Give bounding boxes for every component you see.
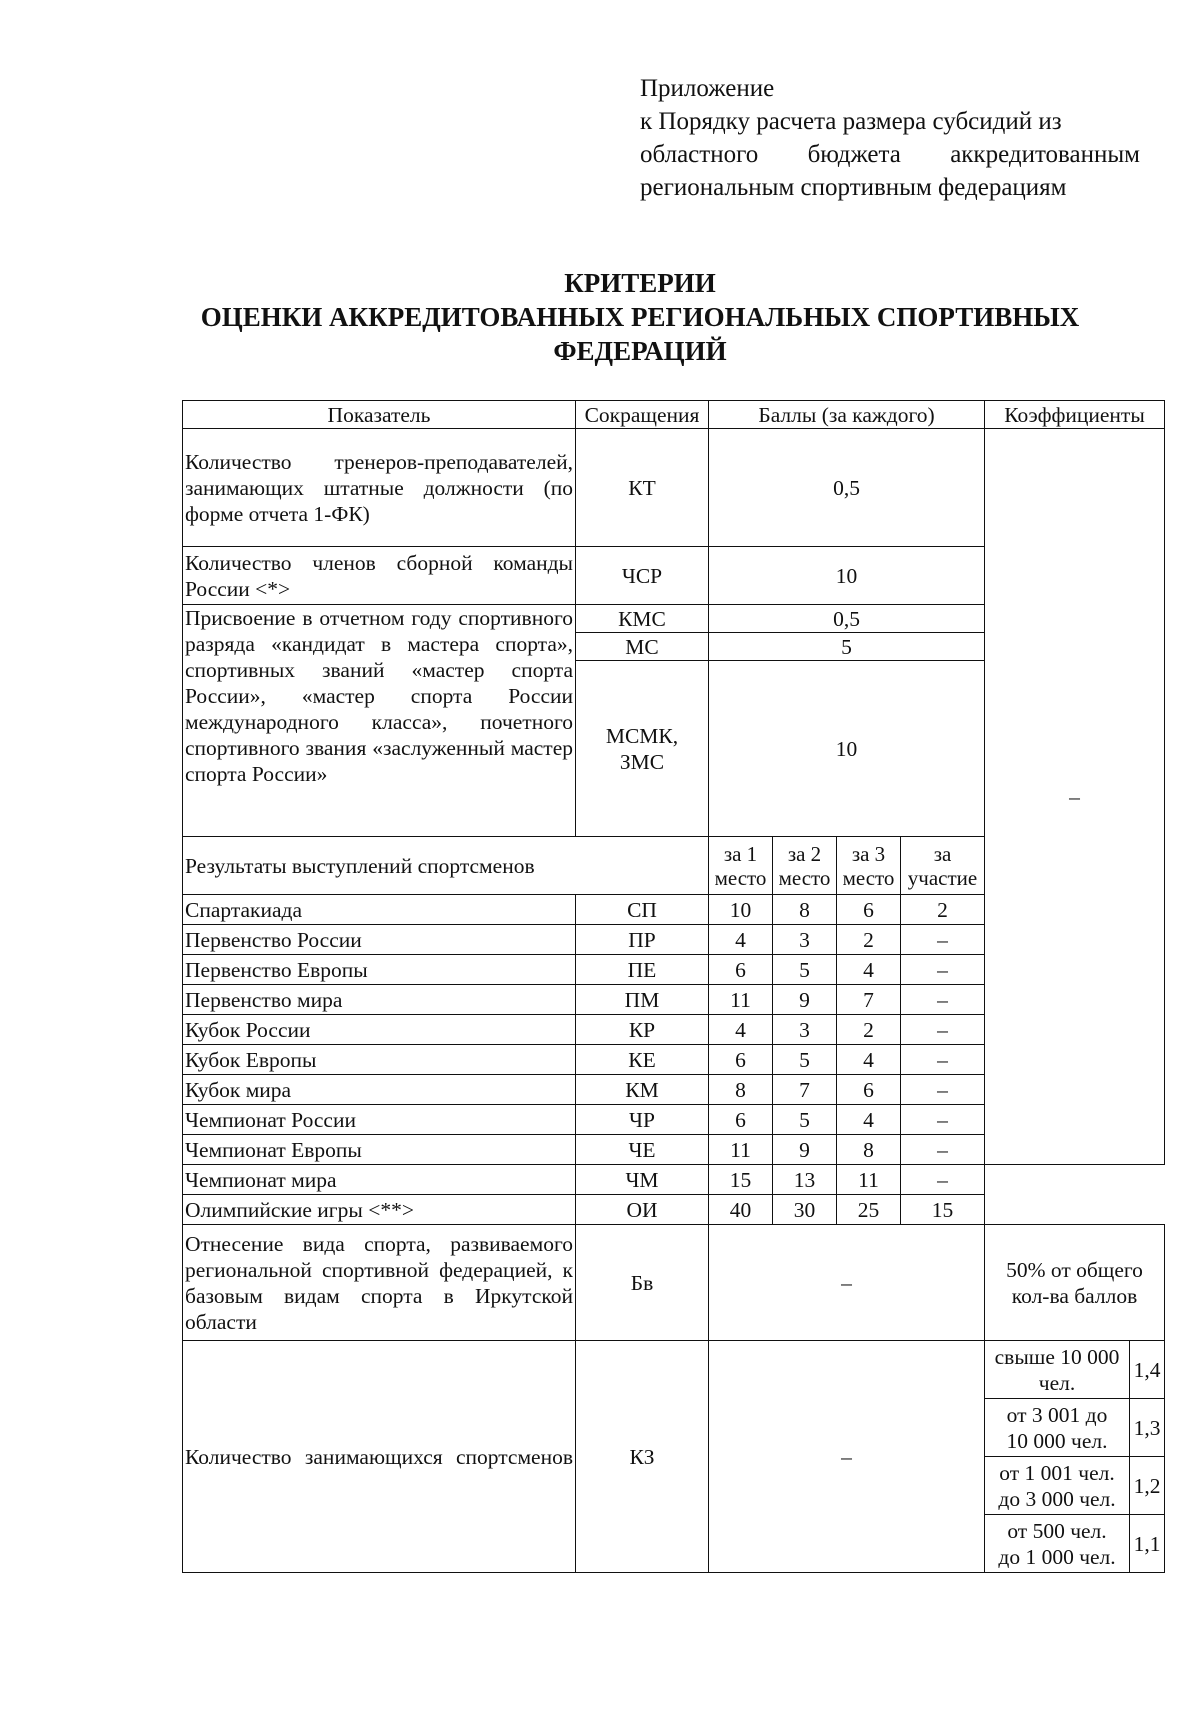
place-header-1 bbox=[709, 837, 773, 895]
annex-line-1: Приложение bbox=[640, 75, 775, 102]
points-3rd: 6 bbox=[837, 895, 901, 925]
kz-abbr: КЗ bbox=[576, 1341, 709, 1573]
kt-label: Количество тренеров-преподавателей, занимающих штатные должности (по форме отчета 1-ФК) bbox=[183, 429, 576, 547]
kt-abbr: КТ bbox=[576, 429, 709, 547]
competition-abbr: СП bbox=[576, 895, 709, 925]
points-participation: – bbox=[901, 955, 985, 985]
place-header-3-line-1: за 3 bbox=[851, 841, 886, 866]
competition-name: Чемпионат России bbox=[183, 1105, 576, 1135]
points-2nd: 3 bbox=[773, 1015, 837, 1045]
points-1st: 11 bbox=[709, 985, 773, 1015]
points-3rd: 25 bbox=[837, 1195, 901, 1225]
points-1st: 8 bbox=[709, 1075, 773, 1105]
kz-tier-2-line-2: 10 000 чел. bbox=[1006, 1428, 1108, 1453]
points-1st: 4 bbox=[709, 925, 773, 955]
msmk-abbr bbox=[576, 661, 709, 837]
ms-points: 5 bbox=[709, 633, 985, 661]
points-participation: – bbox=[901, 925, 985, 955]
competition-name: Спартакиада bbox=[183, 895, 576, 925]
competition-name: Первенство России bbox=[183, 925, 576, 955]
bv-points: – bbox=[709, 1225, 985, 1341]
points-1st: 6 bbox=[709, 1045, 773, 1075]
competition-abbr: ПМ bbox=[576, 985, 709, 1015]
competition-abbr: КМ bbox=[576, 1075, 709, 1105]
annex-line-4: региональным спортивным федерациям bbox=[640, 174, 1067, 201]
points-1st: 6 bbox=[709, 1105, 773, 1135]
competition-abbr: КР bbox=[576, 1015, 709, 1045]
msmk-abbr-line-1: МСМК, bbox=[605, 723, 679, 748]
place-header-3-line-2: место bbox=[842, 865, 895, 890]
competition-abbr: ПЕ bbox=[576, 955, 709, 985]
points-3rd: 6 bbox=[837, 1075, 901, 1105]
kz-tier-value: 1,1 bbox=[1130, 1515, 1165, 1573]
points-3rd: 4 bbox=[837, 955, 901, 985]
table-row bbox=[183, 1165, 1165, 1195]
kz-tier-1-line-2: чел. bbox=[1038, 1370, 1076, 1395]
competition-abbr: ПР bbox=[576, 925, 709, 955]
header-row bbox=[183, 401, 1165, 429]
header-indicator: Показатель bbox=[183, 401, 576, 429]
points-3rd: 8 bbox=[837, 1135, 901, 1165]
points-participation: – bbox=[901, 1135, 985, 1165]
header-abbr: Сокращения bbox=[576, 401, 709, 429]
competition-abbr: ЧЕ bbox=[576, 1135, 709, 1165]
points-1st: 15 bbox=[709, 1165, 773, 1195]
bv-label: Отнесение вида спорта, развиваемого региональной спортивной федерацией, к базовым видам спорта в Иркутской области bbox=[183, 1225, 576, 1341]
place-header-3 bbox=[837, 837, 901, 895]
kz-tier-value: 1,4 bbox=[1130, 1341, 1165, 1399]
points-3rd: 7 bbox=[837, 985, 901, 1015]
competition-name: Чемпионат мира bbox=[183, 1165, 576, 1195]
annex-header bbox=[640, 72, 1140, 204]
criteria-table bbox=[182, 400, 1165, 1573]
msmk-points: 10 bbox=[709, 661, 985, 837]
points-participation: – bbox=[901, 1075, 985, 1105]
competition-name: Кубок Европы bbox=[183, 1045, 576, 1075]
kz-tier-value: 1,3 bbox=[1130, 1399, 1165, 1457]
kz-tier-value: 1,2 bbox=[1130, 1457, 1165, 1515]
points-participation: – bbox=[901, 1105, 985, 1135]
title-line-1: КРИТЕРИИ bbox=[564, 268, 716, 298]
place-header-2-line-1: за 2 bbox=[787, 841, 822, 866]
points-2nd: 13 bbox=[773, 1165, 837, 1195]
points-participation: 15 bbox=[901, 1195, 985, 1225]
bv-abbr: Бв bbox=[576, 1225, 709, 1341]
ms-abbr: МС bbox=[576, 633, 709, 661]
place-header-participation-line-2: участие bbox=[907, 865, 978, 890]
kz-tier-range bbox=[985, 1457, 1130, 1515]
kz-tier-2-line-1: от 3 001 до bbox=[1006, 1402, 1108, 1427]
header-coef: Коэффициенты bbox=[985, 401, 1165, 429]
competition-abbr: КЕ bbox=[576, 1045, 709, 1075]
chsr-points: 10 bbox=[709, 547, 985, 605]
points-2nd: 30 bbox=[773, 1195, 837, 1225]
kz-points: – bbox=[709, 1341, 985, 1573]
table-row bbox=[183, 1195, 1165, 1225]
points-2nd: 9 bbox=[773, 985, 837, 1015]
row-kt bbox=[183, 429, 1165, 547]
results-label: Результаты выступлений спортсменов bbox=[183, 837, 709, 895]
row-kz-tier-1 bbox=[183, 1341, 1165, 1399]
competition-abbr: ЧМ bbox=[576, 1165, 709, 1195]
kz-tier-3-line-1: от 1 001 чел. bbox=[999, 1460, 1115, 1485]
bv-coef-line-2: кол-ва баллов bbox=[1011, 1283, 1138, 1308]
competition-name: Кубок России bbox=[183, 1015, 576, 1045]
title-line-2: ОЦЕНКИ АККРЕДИТОВАННЫХ РЕГИОНАЛЬНЫХ СПОРТИВНЫХ bbox=[200, 302, 1080, 332]
points-1st: 4 bbox=[709, 1015, 773, 1045]
competition-name: Чемпионат Европы bbox=[183, 1135, 576, 1165]
points-1st: 40 bbox=[709, 1195, 773, 1225]
points-1st: 10 bbox=[709, 895, 773, 925]
place-header-participation-line-1: за bbox=[933, 841, 952, 866]
header-points: Баллы (за каждого) bbox=[709, 401, 985, 429]
place-header-1-line-1: за 1 bbox=[723, 841, 758, 866]
competition-name: Первенство мира bbox=[183, 985, 576, 1015]
points-3rd: 2 bbox=[837, 1015, 901, 1045]
points-2nd: 5 bbox=[773, 1105, 837, 1135]
points-2nd: 7 bbox=[773, 1075, 837, 1105]
competition-abbr: ЧР bbox=[576, 1105, 709, 1135]
place-header-2-line-2: место bbox=[778, 865, 831, 890]
row-bv bbox=[183, 1225, 1165, 1341]
annex-line-2: к Порядку расчета размера субсидий из bbox=[640, 108, 1062, 135]
place-header-participation bbox=[901, 837, 985, 895]
kz-tier-range bbox=[985, 1341, 1130, 1399]
competition-abbr: ОИ bbox=[576, 1195, 709, 1225]
chsr-label: Количество членов сборной команды России <*> bbox=[183, 547, 576, 605]
points-2nd: 5 bbox=[773, 1045, 837, 1075]
place-header-1-line-2: место bbox=[714, 865, 767, 890]
kms-abbr: КМС bbox=[576, 605, 709, 633]
competition-name: Олимпийские игры <**> bbox=[183, 1195, 576, 1225]
points-2nd: 5 bbox=[773, 955, 837, 985]
document-title bbox=[150, 266, 1130, 368]
points-participation: – bbox=[901, 1165, 985, 1195]
points-2nd: 8 bbox=[773, 895, 837, 925]
kz-tier-4-line-1: от 500 чел. bbox=[1007, 1518, 1107, 1543]
points-1st: 11 bbox=[709, 1135, 773, 1165]
points-1st: 6 bbox=[709, 955, 773, 985]
title-line-3: ФЕДЕРАЦИЙ bbox=[553, 336, 727, 366]
competition-name: Кубок мира bbox=[183, 1075, 576, 1105]
bv-coef bbox=[985, 1225, 1165, 1341]
bv-coef-line-1: 50% от общего bbox=[1006, 1257, 1143, 1282]
points-participation: – bbox=[901, 1045, 985, 1075]
points-3rd: 4 bbox=[837, 1105, 901, 1135]
kt-points: 0,5 bbox=[709, 429, 985, 547]
kz-tier-range bbox=[985, 1399, 1130, 1457]
kz-tier-range bbox=[985, 1515, 1130, 1573]
coef-dash: – bbox=[985, 429, 1165, 1165]
points-3rd: 4 bbox=[837, 1045, 901, 1075]
assign-label: Присвоение в отчетном году спортивного разряда «кандидат в мастера спорта», спортивных званий «мастер спорта России», «мастер спорта России международного класса», почетного спортивного звания «заслуженный мастер спорта России» bbox=[183, 605, 576, 837]
annex-line-3: областного бюджета аккредитованным bbox=[640, 141, 1140, 168]
competition-name: Первенство Европы bbox=[183, 955, 576, 985]
points-participation: 2 bbox=[901, 895, 985, 925]
points-2nd: 9 bbox=[773, 1135, 837, 1165]
kz-tier-4-line-2: до 1 000 чел. bbox=[998, 1544, 1116, 1569]
points-participation: – bbox=[901, 1015, 985, 1045]
kz-tier-3-line-2: до 3 000 чел. bbox=[998, 1486, 1116, 1511]
points-2nd: 3 bbox=[773, 925, 837, 955]
points-3rd: 2 bbox=[837, 925, 901, 955]
place-header-2 bbox=[773, 837, 837, 895]
points-3rd: 11 bbox=[837, 1165, 901, 1195]
kz-tier-1-line-1: свыше 10 000 bbox=[994, 1344, 1120, 1369]
msmk-abbr-line-2: ЗМС bbox=[619, 749, 665, 774]
kms-points: 0,5 bbox=[709, 605, 985, 633]
kz-label: Количество занимающихся спортсменов bbox=[183, 1341, 576, 1573]
chsr-abbr: ЧСР bbox=[576, 547, 709, 605]
points-participation: – bbox=[901, 985, 985, 1015]
